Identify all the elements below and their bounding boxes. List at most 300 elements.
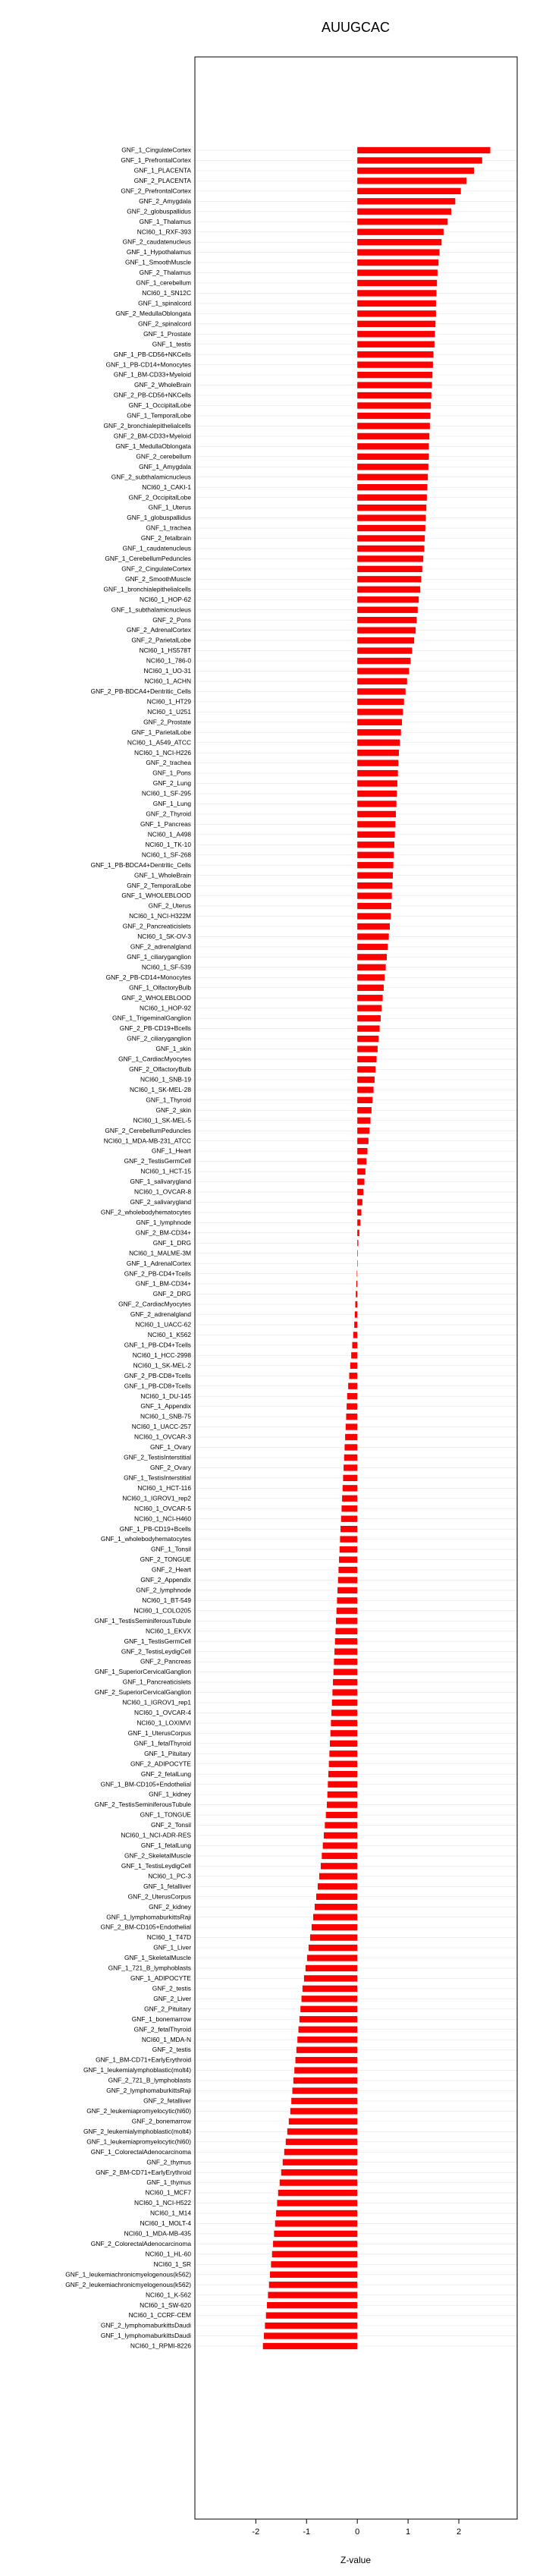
bar <box>357 423 430 429</box>
category-label: GNF_2_spinalcord <box>138 319 191 328</box>
bar <box>357 1158 366 1164</box>
bar <box>271 2261 357 2267</box>
bar <box>357 505 426 511</box>
bar <box>357 413 430 419</box>
category-label: GNF_2_PLACENTA <box>133 176 191 184</box>
category-label: GNF_1_PB-CD8+Tcells <box>124 1382 191 1390</box>
category-label: GNF_2_Amygdala <box>139 197 191 205</box>
bar <box>340 1536 357 1542</box>
bar <box>307 1955 357 1961</box>
x-tick-label: -2 <box>252 2527 260 2537</box>
category-label: GNF_1_PB-BDCA4+Dentritic_Cells <box>90 860 191 869</box>
category-label: GNF_2_Tonsil <box>150 1821 191 1829</box>
bar <box>346 1423 357 1430</box>
bar <box>357 882 392 889</box>
category-label: NCI60_1_K562 <box>147 1331 191 1339</box>
bar <box>357 668 409 674</box>
category-label: GNF_2_TestisSeminiferousTubule <box>94 1801 191 1809</box>
category-label: GNF_2_skin <box>155 1106 191 1114</box>
bar <box>294 2067 357 2073</box>
category-label: GNF_2_bronchialepithelialcells <box>103 422 191 430</box>
category-label: GNF_1_ADIPOCYTE <box>130 1974 191 1983</box>
bar <box>332 1700 357 1706</box>
category-label: GNF_1_Amygdala <box>139 462 191 470</box>
bar <box>323 1842 358 1848</box>
category-label: GNF_1_wholebodyhematocytes <box>100 1535 191 1543</box>
category-label: GNF_2_Liver <box>153 1994 191 2002</box>
bar <box>306 1965 357 1971</box>
bar <box>347 1403 357 1409</box>
category-label: NCI60_1_OVCAR-8 <box>134 1187 191 1196</box>
category-label: GNF_2_ciliaryganglion <box>127 1034 191 1043</box>
bar <box>357 923 390 929</box>
category-label: GNF_1_CerebellumPeduncles <box>105 555 191 563</box>
category-label: GNF_2_Ovary <box>150 1464 191 1471</box>
bar <box>321 1863 357 1869</box>
bar <box>357 1250 358 1257</box>
category-label: NCI60_1_SR <box>153 2260 191 2268</box>
bar <box>357 168 474 174</box>
bar <box>309 1945 357 1951</box>
category-label: GNF_2_Prostate <box>143 718 191 726</box>
category-label: GNF_1_WholeBrain <box>134 871 191 879</box>
category-label: GNF_1_bronchialepithelialcells <box>103 585 191 593</box>
category-label: GNF_1_Thyroid <box>146 1096 191 1104</box>
category-label: GNF_1_TestisSeminiferousTubule <box>94 1616 191 1625</box>
bar <box>329 1750 357 1757</box>
bar <box>331 1730 357 1736</box>
category-label: GNF_2_UterusCorpus <box>127 1892 191 1901</box>
category-label: GNF_1_fetalLung <box>140 1842 191 1850</box>
bar <box>310 1934 357 1940</box>
bar <box>357 709 403 715</box>
bar <box>318 1883 357 1889</box>
category-label: NCI60_1_U251 <box>147 707 191 716</box>
category-label: GNF_1_Pituitary <box>144 1749 191 1757</box>
bar <box>293 2077 357 2084</box>
bar <box>346 1414 357 1420</box>
bar <box>355 1311 357 1317</box>
x-axis-label: Z-value <box>340 2555 372 2565</box>
category-label: NCI60_1_MCF7 <box>145 2188 191 2197</box>
category-label: GNF_1_spinalcord <box>138 299 191 307</box>
bar <box>357 157 482 163</box>
category-label: GNF_2_DRG <box>152 1290 191 1298</box>
bar <box>334 1649 357 1655</box>
category-label: GNF_1_Hypothalamus <box>126 248 191 256</box>
bar <box>315 1904 357 1910</box>
category-label: GNF_2_ADIPOCYTE <box>130 1760 191 1768</box>
bar <box>325 1822 357 1828</box>
bar <box>357 607 418 613</box>
category-label: GNF_2_BM-CD105+Endothelial <box>100 1923 191 1931</box>
category-label: GNF_2_OccipitalLobe <box>128 493 191 502</box>
bar <box>357 555 423 561</box>
category-label: GNF_1_lymphomaburkittsRaji <box>106 1913 191 1921</box>
category-label: GNF_1_PB-CD14+Monocytes <box>105 360 191 369</box>
bar <box>357 1107 372 1113</box>
bar <box>357 147 490 153</box>
bar <box>357 310 436 316</box>
bar <box>293 2087 358 2093</box>
category-label: GNF_1_skin <box>155 1045 191 1053</box>
bar <box>357 811 396 817</box>
bar <box>357 647 412 653</box>
bar <box>357 587 420 593</box>
category-label: NCI60_1_EKVX <box>145 1627 191 1635</box>
category-label: NCI60_1_SK-MEL-5 <box>133 1116 191 1124</box>
bar <box>357 1219 360 1225</box>
bar <box>357 1056 376 1062</box>
bar <box>334 1669 357 1675</box>
bar <box>357 995 382 1001</box>
bar <box>357 341 435 348</box>
category-label: NCI60_1_HS578T <box>139 646 191 655</box>
category-label: GNF_2_leukemialymphoblastic(molt4) <box>83 2127 191 2135</box>
bar <box>354 1322 357 1328</box>
bar <box>270 2272 357 2278</box>
bar <box>357 219 447 225</box>
category-label: NCI60_1_786-0 <box>146 656 191 665</box>
category-label: GNF_1_OccipitalLobe <box>128 401 191 410</box>
category-label: GNF_2_globuspallidus <box>127 207 191 215</box>
category-label: GNF_2_Pancreas <box>140 1657 191 1665</box>
category-label: NCI60_1_MDA-MB-435 <box>124 2229 191 2238</box>
category-label: NCI60_1_UACC-257 <box>131 1423 191 1431</box>
bar <box>296 2057 358 2063</box>
bar <box>357 514 425 521</box>
bar <box>297 2037 357 2043</box>
category-label: GNF_2_Thyroid <box>146 810 191 818</box>
category-label: GNF_2_PB-CD19+Bcells <box>119 1024 191 1033</box>
category-label: GNF_2_Heart <box>151 1565 191 1574</box>
category-label: GNF_1_Prostate <box>143 329 191 338</box>
bar <box>357 933 388 939</box>
category-label: NCI60_1_ACHN <box>144 677 191 685</box>
bar <box>335 1628 357 1634</box>
category-label: GNF_2_TONGUE <box>140 1555 191 1564</box>
category-label: GNF_2_SuperiorCervicalGanglion <box>94 1688 191 1697</box>
bar <box>303 1986 357 1992</box>
bar <box>337 1587 357 1593</box>
bar <box>357 546 424 552</box>
bar <box>357 750 399 756</box>
category-label: GNF_1_CardiacMyocytes <box>118 1055 191 1063</box>
bar <box>284 2149 357 2155</box>
category-label: GNF_1_UterusCorpus <box>127 1728 191 1737</box>
category-label: NCI60_1_SK-OV-3 <box>137 933 191 941</box>
category-label: GNF_2_OlfactoryBulb <box>129 1065 191 1074</box>
category-label: GNF_1_BM-CD105+Endothelial <box>100 1780 191 1788</box>
category-label: NCI60_1_SN12C <box>142 289 191 297</box>
bar <box>357 913 391 919</box>
bar <box>343 1475 357 1481</box>
bar <box>357 1025 379 1031</box>
category-label: NCI60_1_SF-268 <box>141 851 191 859</box>
bar <box>328 1791 357 1798</box>
bar <box>337 1608 357 1614</box>
bars <box>263 147 491 2349</box>
category-label: GNF_1_PB-CD4+Tcells <box>124 1341 191 1349</box>
category-label: GNF_1_Pons <box>152 769 191 777</box>
bar <box>357 903 391 909</box>
category-label: GNF_2_SmoothMuscle <box>124 574 191 583</box>
category-label: NCI60_1_LOXIMVI <box>136 1719 191 1727</box>
category-label: GNF_1_TONGUE <box>140 1810 191 1819</box>
category-label: NCI60_1_SF-295 <box>141 789 191 797</box>
bar <box>345 1434 357 1440</box>
bar <box>327 1801 357 1807</box>
bar <box>357 392 431 398</box>
bar <box>350 1363 357 1369</box>
bar <box>319 1873 357 1879</box>
bar <box>357 484 427 490</box>
chart-title: AUUGCAC <box>321 20 391 35</box>
bar <box>300 2016 357 2022</box>
bar <box>336 1618 357 1624</box>
bar <box>357 198 455 204</box>
bar <box>290 2108 357 2114</box>
category-label: GNF_1_leukemiapromyelocytic(hl60) <box>86 2137 191 2146</box>
category-label: GNF_1_Uterus <box>148 503 191 511</box>
bar <box>357 974 384 980</box>
bar <box>329 1761 357 1767</box>
category-label: GNF_2_CingulateCortex <box>121 565 191 573</box>
bar <box>357 525 425 531</box>
bar <box>356 1291 357 1297</box>
bar <box>357 699 404 705</box>
category-label: NCI60_1_SK-MEL-28 <box>130 1085 191 1093</box>
category-label: GNF_2_leukemiachronicmyelogenous(k562) <box>65 2280 191 2288</box>
category-label: GNF_2_subthalamicnucleus <box>111 473 191 481</box>
category-label: NCI60_1_MDA-MB-231_ATCC <box>103 1137 191 1145</box>
category-label: NCI60_1_CCRF-CEM <box>128 2311 191 2320</box>
bar <box>322 1853 357 1859</box>
bar <box>269 2282 357 2288</box>
category-label: GNF_2_TestisInterstitial <box>124 1453 191 1461</box>
x-tick-label: -1 <box>303 2527 311 2537</box>
category-label: NCI60_1_A498 <box>147 830 191 838</box>
category-label: GNF_1_Ovary <box>150 1443 191 1452</box>
bar <box>337 1597 357 1603</box>
category-label: NCI60_1_NCI-H522 <box>134 2199 191 2207</box>
category-label: GNF_1_ParietalLobe <box>131 728 191 736</box>
category-label: GNF_1_CingulateCortex <box>121 146 191 154</box>
category-label: NCI60_1_NCI-H226 <box>134 748 191 756</box>
bar <box>357 576 421 582</box>
bar <box>357 1046 378 1052</box>
bar <box>357 331 435 337</box>
bar <box>330 1741 357 1747</box>
x-axis-ticks <box>252 2519 461 2537</box>
x-tick-label: 1 <box>406 2527 411 2537</box>
bar <box>355 1301 357 1307</box>
bar <box>357 678 407 684</box>
bar <box>263 2343 357 2349</box>
category-label: GNF_2_ParietalLobe <box>131 636 191 644</box>
bar <box>324 1832 357 1838</box>
category-label: NCI60_1_IGROV1_rep1 <box>122 1698 191 1706</box>
category-label: NCI60_1_HCT-15 <box>140 1167 191 1175</box>
bar <box>357 873 393 879</box>
category-label: NCI60_1_T47D <box>146 1933 191 1942</box>
bar <box>357 1148 367 1154</box>
category-labels <box>65 146 192 2350</box>
category-label: NCI60_1_A549_ATCC <box>127 738 191 747</box>
category-label: NCI60_1_RPMI-8226 <box>130 2342 191 2350</box>
bar <box>341 1516 357 1522</box>
bar <box>357 1077 375 1083</box>
bar <box>357 1240 358 1246</box>
category-label: GNF_2_BM-CD71+EarlyErythroid <box>96 2168 191 2176</box>
bar <box>357 740 400 746</box>
category-label: GNF_2_TestisGermCell <box>124 1157 191 1165</box>
category-label: GNF_1_BM-CD71+EarlyErythroid <box>96 2055 191 2064</box>
category-label: GNF_2_thymus <box>146 2158 191 2166</box>
bar <box>357 1137 369 1143</box>
bar <box>357 535 425 541</box>
category-label: NCI60_1_MDA-N <box>141 2035 191 2043</box>
category-label: GNF_2_PB-CD8+Tcells <box>124 1371 191 1379</box>
category-label: NCI60_1_UO-31 <box>143 667 191 675</box>
category-label: GNF_1_TestisLeydigCell <box>121 1861 191 1870</box>
category-label: GNF_1_TemporalLobe <box>127 411 191 420</box>
category-label: NCI60_1_SNB-19 <box>140 1075 191 1084</box>
category-label: GNF_2_lymphomaburkittsRaji <box>106 2087 191 2095</box>
category-label: GNF_1_leukemiachronicmyelogenous(k562) <box>65 2270 191 2279</box>
bar <box>357 494 427 500</box>
category-label: GNF_1_OlfactoryBulb <box>129 983 191 992</box>
category-label: GNF_1_Appendix <box>140 1402 191 1411</box>
bar <box>357 944 388 950</box>
category-label: GNF_1_thymus <box>146 2178 191 2187</box>
bar <box>357 800 397 807</box>
category-label: GNF_1_Heart <box>151 1146 191 1155</box>
bar <box>283 2159 357 2166</box>
category-label: GNF_2_bonemarrow <box>131 2117 191 2125</box>
bar <box>344 1444 357 1450</box>
bar <box>300 2006 357 2012</box>
bar <box>338 1567 357 1573</box>
bar <box>357 361 433 367</box>
category-label: GNF_1_BM-CD33+Myeloid <box>113 370 191 379</box>
category-label: GNF_1_fetalThyroid <box>133 1739 191 1747</box>
category-label: NCI60_1_UACC-62 <box>135 1320 191 1329</box>
x-tick-label: 0 <box>355 2527 360 2537</box>
bar <box>289 2118 357 2125</box>
category-label: NCI60_1_HL-60 <box>145 2250 191 2258</box>
category-label: GNF_1_SuperiorCervicalGanglion <box>94 1668 191 1676</box>
category-label: GNF_1_MedullaOblongata <box>115 442 191 450</box>
bar <box>276 2210 357 2216</box>
category-label: NCI60_1_IGROV1_rep2 <box>122 1494 191 1502</box>
bar <box>272 2251 357 2257</box>
category-label: GNF_2_testis <box>152 1984 191 1993</box>
bar <box>342 1496 357 1502</box>
category-label: GNF_2_kidney <box>149 1902 191 1911</box>
bar <box>340 1526 357 1532</box>
category-label: GNF_1_Lung <box>152 800 191 808</box>
bar <box>316 1894 357 1900</box>
bar <box>357 985 384 991</box>
bar <box>334 1659 357 1665</box>
bar <box>357 454 428 460</box>
category-label: GNF_1_leukemialymphoblastic(molt4) <box>83 2066 191 2074</box>
bar <box>357 259 438 266</box>
bar <box>286 2139 357 2145</box>
bar <box>357 1178 364 1184</box>
bar <box>302 1996 358 2002</box>
category-label: GNF_2_Lung <box>152 779 191 788</box>
category-label: GNF_2_ColorectalAdenocarcinoma <box>90 2239 191 2247</box>
category-label: GNF_1_Pancreaticislets <box>122 1678 191 1686</box>
bar <box>291 2098 357 2104</box>
bar <box>299 2027 358 2033</box>
category-label: NCI60_1_NCI-H322M <box>129 912 191 920</box>
category-label: NCI60_1_OVCAR-5 <box>134 1504 191 1512</box>
category-label: GNF_1_Liver <box>153 1943 191 1952</box>
bar <box>326 1812 357 1818</box>
bar <box>357 1005 381 1011</box>
category-label: GNF_1_DRG <box>152 1238 191 1247</box>
category-label: GNF_2_Pancreaticislets <box>122 922 191 930</box>
category-label: GNF_2_Thalamus <box>139 269 191 277</box>
bar <box>344 1464 357 1470</box>
category-label: GNF_1_PB-CD56+NKCells <box>113 350 191 358</box>
category-label: GNF_2_BM-CD34+ <box>135 1228 191 1237</box>
category-label: NCI60_1_NCI-H460 <box>134 1514 191 1523</box>
bar <box>357 821 395 827</box>
category-label: GNF_1_trachea <box>146 524 191 532</box>
bar <box>349 1373 357 1379</box>
category-label: NCI60_1_HT29 <box>146 697 191 706</box>
category-label: GNF_2_PB-CD56+NKCells <box>113 391 191 399</box>
category-label: GNF_1_SmoothMuscle <box>124 258 191 266</box>
bar <box>357 658 410 664</box>
category-label: NCI60_1_SNB-75 <box>140 1412 191 1420</box>
bar <box>357 269 438 275</box>
x-tick-label: 2 <box>456 2527 462 2537</box>
category-label: GNF_1_cerebellum <box>136 278 191 287</box>
bar <box>357 372 432 378</box>
bar <box>357 780 397 786</box>
bar <box>278 2190 357 2196</box>
category-label: GNF_1_lymphnode <box>136 1218 191 1226</box>
bar <box>352 1342 357 1348</box>
category-label: NCI60_1_HCC-2998 <box>132 1351 191 1359</box>
bar <box>328 1771 357 1777</box>
bar <box>357 1260 358 1266</box>
category-label: GNF_2_lymphomaburkittsDaudi <box>100 2321 191 2329</box>
bar <box>357 300 436 307</box>
category-label: GNF_2_fetalLung <box>140 1769 191 1778</box>
category-label: GNF_2_trachea <box>146 759 191 767</box>
category-label: GNF_1_kidney <box>149 1790 191 1798</box>
category-label: GNF_2_721_B_lymphoblasts <box>108 2076 191 2084</box>
bar <box>357 351 433 357</box>
bar <box>335 1638 357 1644</box>
bar <box>357 566 422 572</box>
category-label: GNF_2_SkeletalMuscle <box>124 1851 191 1860</box>
category-label: GNF_1_AdrenalCortex <box>126 1259 191 1267</box>
bar <box>351 1352 357 1358</box>
category-label: GNF_1_PrefrontalCortex <box>121 156 191 165</box>
category-label: GNF_1_721_B_lymphoblasts <box>108 1964 191 1972</box>
bar <box>357 862 394 868</box>
bar <box>357 464 428 470</box>
bar <box>357 239 441 245</box>
category-label: NCI60_1_DU-145 <box>140 1392 191 1400</box>
